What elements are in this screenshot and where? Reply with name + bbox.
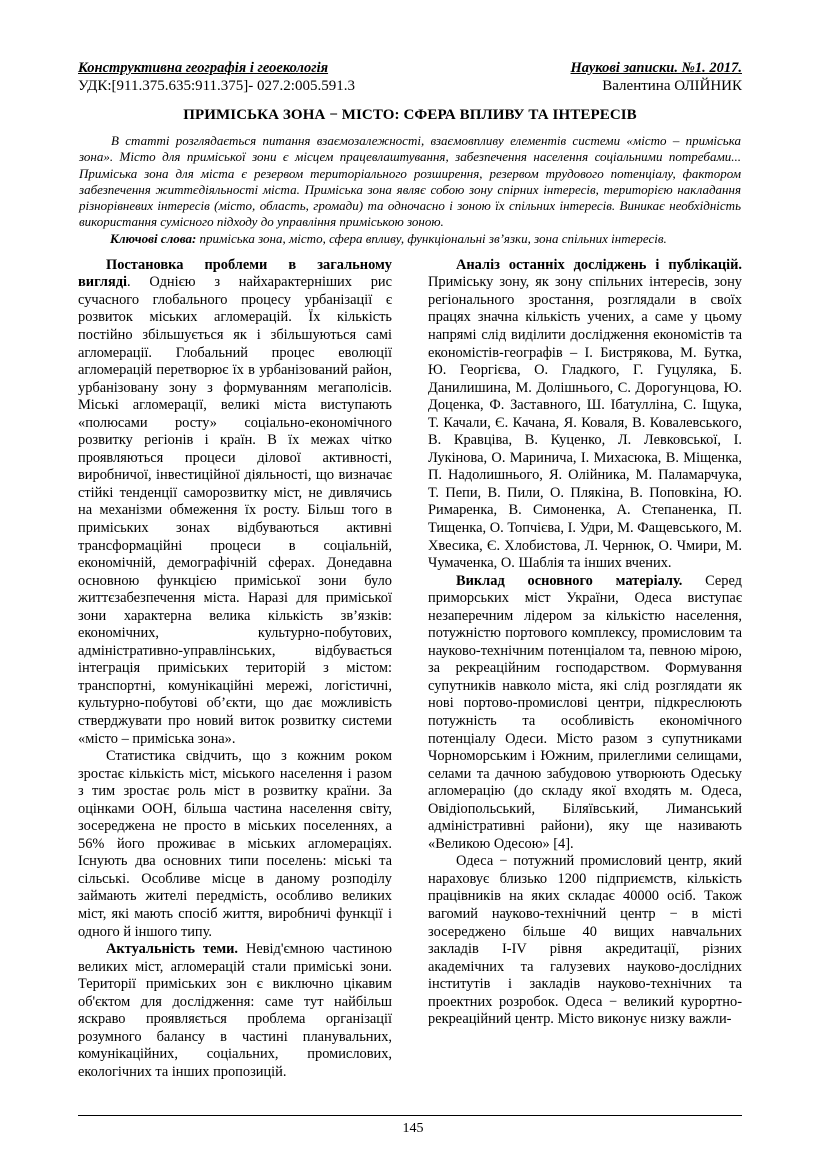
paragraph-text: Приміську зону, як зону спільних інтересів, зону регіонального зростання, розглядали в своїх працях значна кількість учених, а саме у цьому напрямі слід виділити дослідження економістів та економістів-географів – І. Бистрякова, М. Бутка, Ю. Георгієва, О. Гладкого, Г. Гуцуляка, Б. Данилишина, М. Долішнього, С. Дорогунцова, Ю. Доценка, Ф. Заставного, Ш. Ібатулліна, С. Іщука, Т. Качали, Є. Качана, Я. Коваля, В. Ковалевського, В. Кравціва, В. Куценко, Л. Левковської, І. Лукінова, О. Маринича, І. Михасюка, В. Міщенка, П. Надолишнього, Я. Олійника, М. Паламарчука, Т. Пепи, В. Пили, О. Плякіна, В. Поповкіна, Ю. Римаренка, В. Симоненка, А. Степаненка, П. Тищенка, О. Топчієва, І. Удри, М. Фащевського, М. Хвесика, Є. Хлобистова, Л. Чернюк, О. Чмири, М. Чумаченка, О. Шаблія та інших вчених.: [428, 274, 742, 572]
journal-issue: Наукові записки. №1. 2017.: [570, 60, 742, 76]
author-name: Валентина ОЛІЙНИК: [602, 78, 742, 94]
left-column: [78, 257, 392, 1082]
footer-rule: [78, 1115, 742, 1116]
paragraph: Одеса − потужний промисловий центр, який нараховує близько 1200 підприємств, кількість працівників на яких складає 40000 осіб. Також вагомий науково-технічний центр − в місті зосереджено більше 40 вищих навчальних закладів І-ІV рівня акредитації, різних академічних та галузевих науково-дослідних інститутів і закладів науково-технічних та проектних розробок. Одеса − великий курортно-рекреаційний центр. Місто виконує низку важли-: [428, 853, 742, 1028]
paragraph-text: . Однією з найхарактерніших рис сучасного глобального процесу урбанізації є розвиток міських агломерацій. Їх кількість постійно збільшується як і збільшуються самі агломерації. Глобальний процес еволюції агломерацій перетворює їх в урбанізований район, урбанізовану зону з формуванням мегаполісів. Міські агломерації, великі міста виступають «полюсами росту» соціально-економічного розвитку регіонів і країн. В їх межах чітко проявляються процеси ділової активності, виробничої, інвестиційної діяльності, що визначає стійкі тенденції саморозвитку міст, не дивлячись на механізми обмеження їх росту. Більш того в приміських зонах відбуваються активні трансформаційні процеси в соціальній, економічній, демографічній сферах. Донедавна основною функцією приміської зони було життєзабезпечення міста. Наразі для приміської зони характерна велика кількість зв’язків: економічних, культурно-побутових, адміністративно-управлінських, відбувається інтеграція приміських територій з містом: транспортні, комунікаційні мережі, логістичні, культурно-побутові об’єкти, що дає можливість стверджувати про новий виток розвитку системи «місто – приміська зона».: [78, 274, 392, 747]
keywords: [78, 231, 742, 247]
paragraph: [428, 573, 742, 854]
paragraph: [78, 941, 392, 1081]
paragraph-text: Серед приморських міст України, Одеса виступає незаперечним лідером за кількістю населення, потужністю портового комплексу, промисловим та науково-технічним потенціалом та, певною мірою, за рекреаційним господарством. Формування супутників навколо міста, які слід розглядати як нові портово-промислові центри, підкреслюють потужність та особливість економічного потенціалу Одеси. Місто разом з супутниками Чорноморським і Южним, прилеглими селищами, селами та дачною забудовою утворюють Одеську агломерацію (до складу якої входять м. Одеса, Овідіопольський, Біляївський, Лиманський адміністративні райони), яку ще називають «Великою Одесою» [4].: [428, 572, 742, 852]
abstract: В статті розглядається питання взаємозалежності, взаємовпливу елементів системи «місто – приміська зона». Місто для приміської зони є місцем працевлаштування, забезпечення населення соціальними потребами... Приміська зона для міста є резервом територіального розширення, резервом трудового потенціалу, фактором забезпечення життєдіяльності міста. Приміська зона являє собою зону спірних інтересів, територією накладання різнорівневих інтересів (місто, область, громади) та одночасно і зоною їх спільних інтересів. Виникає необхідність використання сумісного підходу до управління приміською зоною.: [79, 133, 741, 230]
right-column: [428, 257, 742, 1082]
paragraph: [428, 257, 742, 573]
keywords-text: приміська зона, місто, сфера впливу, функціональні зв’язки, зона спільних інтересів.: [196, 230, 667, 246]
article-title: ПРИМІСЬКА ЗОНА − МІСТО: СФЕРА ВПЛИВУ ТА ІНТЕРЕСІВ: [183, 107, 637, 123]
section-heading: Виклад основного матеріалу.: [456, 572, 683, 589]
page-number: 145: [402, 1121, 424, 1136]
paragraph: [78, 257, 392, 748]
section-heading: Актуальність теми.: [106, 941, 239, 958]
section-heading: Постановка проблеми в загальному вигляді: [78, 256, 392, 291]
journal-section: Конструктивна географія і геоекологія: [78, 60, 329, 76]
paragraph: Статистика свідчить, що з кожним роком зростає кількість міст, міського населення і разом з тим зростає роль міст в розвитку країни. За оцінками ООН, більша частина населення світу, зосереджена не просто в міських поселеннях, а 56% його проживає в міських агломераціях. Існують два основних типи поселень: міські та сільські. Особливе місце в даному розподілу займають жителі передмість, особливо великих міст, які мають спосіб життя, виробничі функції і одного й іншого типу.: [78, 748, 392, 940]
page: [78, 60, 742, 1081]
keywords-label: Ключові слова:: [110, 230, 197, 246]
running-header: [78, 60, 742, 76]
body-columns: [78, 257, 742, 1082]
udc-code: УДК:[911.375.635:911.375]- 027.2:005.591.3: [78, 78, 355, 94]
udc-line: [78, 77, 742, 96]
paragraph-text: Невід'ємною частиною великих міст, агломерацій стали приміські зони. Території приміських зон є виключно цікавим об'єктом для дослідження: саме тут найбільш яскраво проявляється проблема організації розумного балансу в частині планувальних, комунікаційних, соціальних, промислових, екологічних та інших пропозицій.: [78, 941, 392, 1080]
section-heading: Аналіз останніх досліджень і публікацій.: [456, 256, 742, 273]
